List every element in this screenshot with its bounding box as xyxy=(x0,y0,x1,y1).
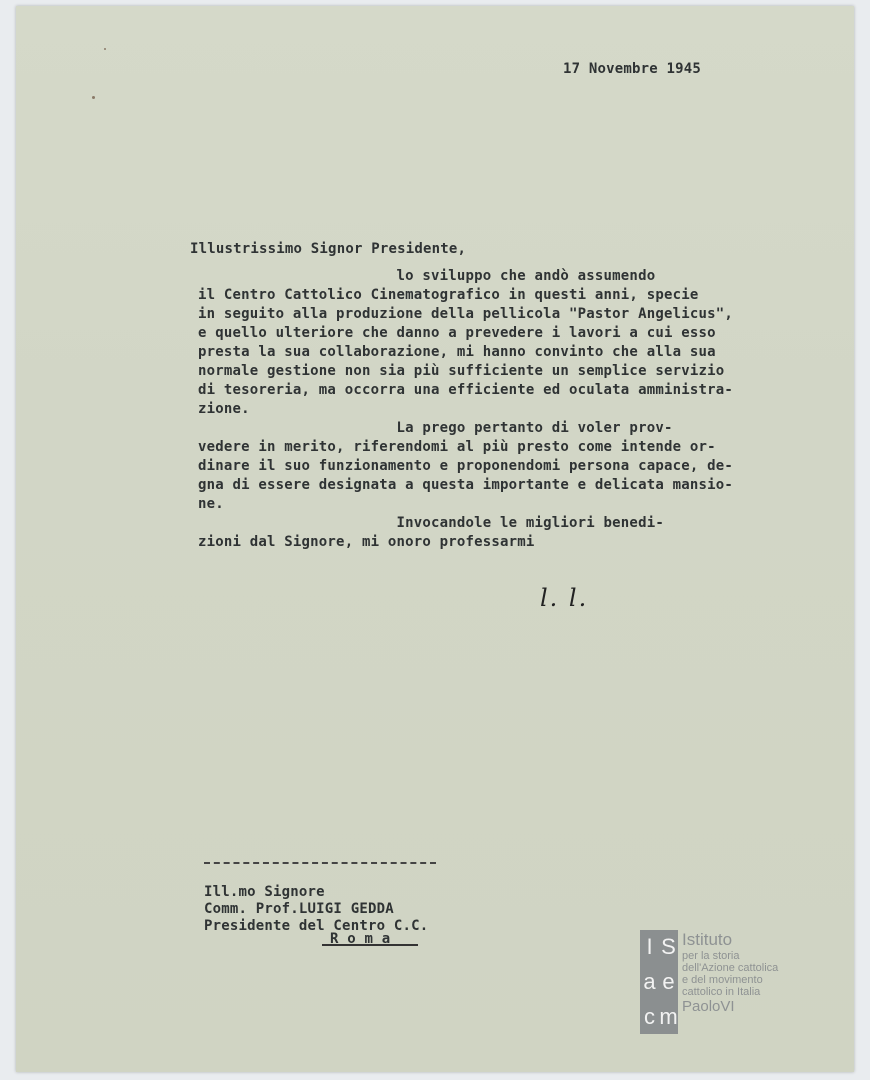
logo-letter: a xyxy=(643,968,656,994)
salutation: Illustrissimo Signor Presidente, xyxy=(190,241,467,257)
body-line: dinare il suo funzionamento e proponendomi persona capace, de- xyxy=(198,458,733,474)
logo-title: Istituto xyxy=(682,930,733,949)
separator-line xyxy=(204,862,436,864)
body-line: e quello ulteriore che danno a prevedere i lavori a cui esso xyxy=(198,325,716,341)
ink-spot xyxy=(92,96,95,99)
logo-text xyxy=(682,930,778,1016)
archive-watermark-logo xyxy=(640,930,800,1040)
address-city: R o m a xyxy=(330,931,391,947)
body-line: La prego pertanto di voler prov- xyxy=(198,420,673,436)
logo-letter: e xyxy=(662,968,675,994)
body-line: il Centro Cattolico Cinematografico in questi anni, specie xyxy=(198,287,699,303)
body-line: vedere in merito, riferendomi al più presto come intende or- xyxy=(198,439,716,455)
logo-line: e del movimento xyxy=(682,974,763,986)
body-line: normale gestione non sia più sufficiente un semplice servizio xyxy=(198,363,725,379)
body-line: Invocandole le migliori benedi- xyxy=(198,515,664,531)
body-line: in seguito alla produzione della pellicola "Pastor Angelicus", xyxy=(198,306,733,322)
logo-letter: m xyxy=(659,1003,678,1029)
handwritten-initials: l. l. xyxy=(540,584,589,612)
body-line: di tesoreria, ma occorra una efficiente ed oculata amministra- xyxy=(198,382,733,398)
logo-letter: S xyxy=(661,934,676,960)
logo-line: per la storia xyxy=(682,950,740,962)
body-line: ne. xyxy=(198,496,224,512)
city-underline xyxy=(322,944,418,946)
logo-name: PaoloVI xyxy=(682,998,735,1015)
address-line: Ill.mo Signore xyxy=(204,884,325,900)
body-line: zioni dal Signore, mi onoro professarmi xyxy=(198,534,535,550)
body-line: presta la sua collaborazione, mi hanno convinto che alla sua xyxy=(198,344,716,360)
logo-monogram xyxy=(640,930,678,1034)
logo-line: cattolico in Italia xyxy=(682,986,761,998)
address-line: Presidente del Centro C.C. xyxy=(204,918,429,934)
logo-line: dell'Azione cattolica xyxy=(682,962,779,974)
logo-letter: I xyxy=(646,934,653,960)
letter-date: 17 Novembre 1945 xyxy=(563,61,702,77)
body-line: zione. xyxy=(198,401,250,417)
ink-spot xyxy=(104,48,106,50)
address-line: Comm. Prof.LUIGI GEDDA xyxy=(204,901,394,917)
body-line: lo sviluppo che andò assumendo xyxy=(198,268,656,284)
body-line: gna di essere designata a questa importante e delicata mansio- xyxy=(198,477,733,493)
logo-letter: c xyxy=(644,1003,655,1029)
